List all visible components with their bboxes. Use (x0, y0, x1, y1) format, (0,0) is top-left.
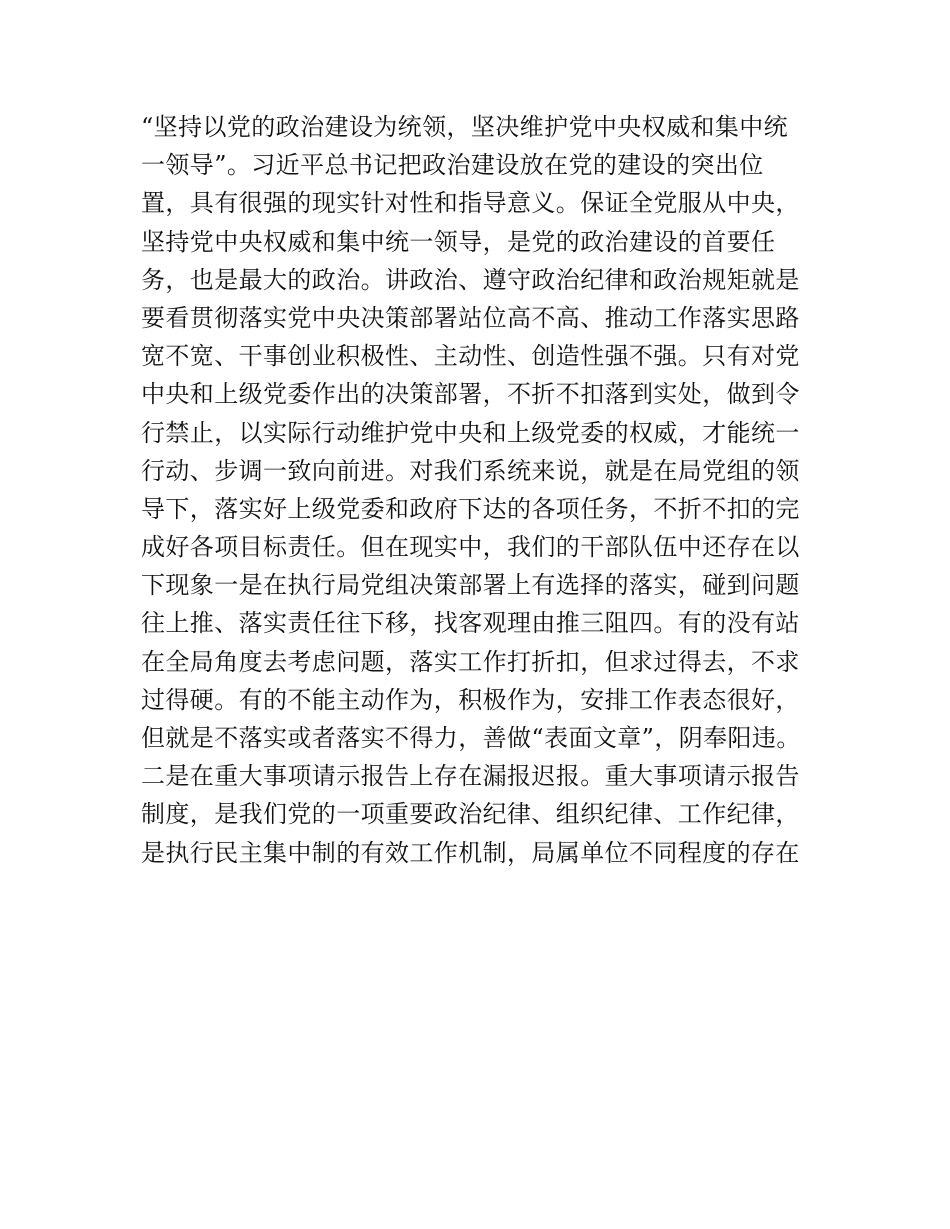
text-line: 二是在重大事项请示报告上存在漏报迟报。重大事项请示报告 (141, 762, 800, 791)
text-line: 务，也是最大的政治。讲政治、遵守政治纪律和政治规矩就是 (141, 265, 800, 294)
text-line: 要看贯彻落实党中央决策部署站位高不高、推动工作落实思路 (141, 303, 800, 332)
text-line: 在全局角度去考虑问题，落实工作打折扣，但求过得去，不求 (141, 647, 800, 676)
text-line: 宽不宽、干事创业积极性、主动性、创造性强不强。只有对党 (141, 342, 800, 371)
text-line: 导下，落实好上级党委和政府下达的各项任务，不折不扣的完 (141, 494, 800, 523)
text-line: 是执行民主集中制的有效工作机制，局属单位不同程度的存在 (141, 838, 800, 867)
text-line: “坚持以党的政治建设为统领，坚决维护党中央权威和集中统 (141, 113, 789, 141)
text-line: 中央和上级党委作出的决策部署，不折不扣落到实处，做到令 (141, 380, 800, 409)
text-line: 下现象一是在执行局党组决策部署上有选择的落实，碰到问题 (141, 571, 800, 600)
text-line: 行禁止，以实际行动维护党中央和上级党委的权威，才能统一 (141, 418, 800, 447)
text-line: 置，具有很强的现实针对性和指导意义。保证全党服从中央， (141, 189, 800, 218)
text-line: 坚持党中央权威和集中统一领导，是党的政治建设的首要任 (141, 227, 776, 256)
text-line: 一领导”。习近平总书记把政治建设放在党的建设的突出位 (141, 151, 764, 180)
body-text (141, 108, 821, 872)
text-line: 成好各项目标责任。但在现实中，我们的干部队伍中还存在以 (141, 533, 800, 562)
text-line: 但就是不落实或者落实不得力，善做“表面文章”，阴奉阳违。 (141, 724, 801, 752)
text-line: 行动、步调一致向前进。对我们系统来说，就是在局党组的领 (141, 456, 800, 485)
text-line: 制度，是我们党的一项重要政治纪律、组织纪律、工作纪律， (141, 800, 800, 829)
text-line: 过得硬。有的不能主动作为，积极作为，安排工作表态很好， (141, 685, 800, 714)
text-line: 往上推、落实责任往下移，找客观理由推三阻四。有的没有站 (141, 609, 800, 638)
